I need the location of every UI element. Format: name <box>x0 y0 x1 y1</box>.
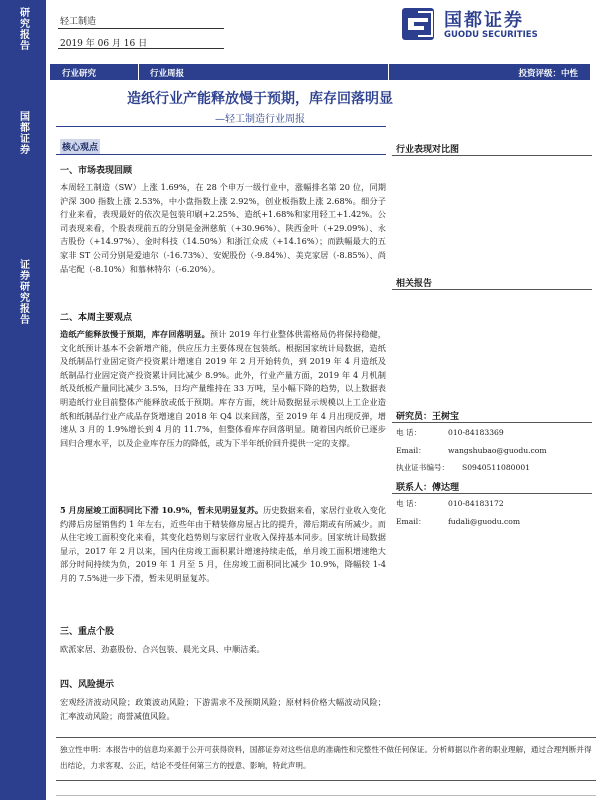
section-body-paper <box>60 328 386 450</box>
researcher-email <box>396 445 547 456</box>
sidebar-label-report: 证券研究报告 <box>17 259 29 325</box>
tag-divider <box>138 64 139 80</box>
company-logo <box>400 6 560 46</box>
housing-lead: 5 月房屋竣工面积同比下滑 10.9%，暂未见明显复苏。 <box>60 505 264 515</box>
email-key: Email： <box>396 517 426 526</box>
sidebar-label-brand: 国都证券 <box>17 111 29 155</box>
header-rule <box>58 48 224 49</box>
chart-title: 行业表现对比图 <box>396 145 460 155</box>
logo-mark-icon <box>400 6 440 42</box>
right-rule <box>392 493 592 494</box>
email-key: Email： <box>396 446 426 455</box>
report-tagbar <box>50 64 590 80</box>
cert-key: 执业证书编号： <box>396 463 450 472</box>
tag-report-type: 行业研究 <box>62 69 97 79</box>
housing-body: 历史数据来看，家居行业收入变化约滞后房屋销售约 1 年左右，近些年由于精装修房屋占比的提升，滞后期或有所减少。而从住宅竣工面积变化来看，其变化趋势则与家居行业收入保持基本同步。国家统计局数据显示，2017 年 2 月以来，国内住房竣工面积累计增速持续走低，单月竣工面积增速绝大部分时间持续为负，2019 年 1 月至 5 月，住房竣工面积同比减少 10.9%，降幅较 1-4 月的 7.5%进一步下滑，暂未见明显复苏。 <box>60 505 386 583</box>
section-body-stocks: 欧派家居、劲嘉股份、合兴包装、晨光文具、中顺洁柔。 <box>60 644 265 654</box>
email-value: fudali@guodu.com <box>448 517 521 526</box>
paper-lead: 造纸产能释放慢于预期，库存回落明显。 <box>60 329 210 339</box>
section-heading-stocks: 三、重点个股 <box>60 627 115 637</box>
email-value: wangshubao@guodu.com <box>448 446 547 455</box>
section-body-housing <box>60 504 386 586</box>
header-rule <box>58 28 224 29</box>
tag-rating: 投资评级：中性 <box>518 69 578 79</box>
cert-value: S0940511080001 <box>462 463 531 472</box>
sidebar-label-research: 研究报告 <box>17 7 29 51</box>
researcher-phone <box>396 427 504 438</box>
section-heading-market: 一、市场表现回顾 <box>60 166 133 176</box>
right-rule <box>392 289 592 290</box>
section-heading-views: 二、本周主要观点 <box>60 313 133 323</box>
core-viewpoint-label: 核心观点 <box>60 139 100 154</box>
logo-name: 国都证券 <box>444 10 524 31</box>
section-heading-risks: 四、风险提示 <box>60 680 115 690</box>
tag-divider <box>388 64 389 80</box>
header-date: 2019 年 06 月 16 日 <box>60 39 148 49</box>
section-body-market: 本周轻工制造（SW）上涨 1.69%，在 28 个申万一级行业中，涨幅排名第 20 位，同期沪深 300 指数上涨 2.53%，中小盘指数上涨 2.92%，创业板指数上涨 2.68%。细分子行业来看，表现最好的依次是包装印刷+2.25%、造纸+1.68%和家用轻工+1.42%。公司表现来看，个股表现前五的分别是金洲慈航（+30.96%）、陕西金叶（+29.09%）、永吉股份（+14.97%）、金时科技（14.50%）和浙江众成（+14.16%）；而跌幅最大的五家非 ST 公司分别是爱迪尔（-16.73%）、安妮股份（-9.84%）、美克家居（-8.85%）、尚品宅配（-8.10%）和慕林特尔（-6.20%）。 <box>60 182 386 274</box>
contact-phone <box>396 498 504 509</box>
report-title: 造纸行业产能释放慢于预期，库存回落明显 <box>127 91 393 107</box>
researcher-label: 研究员：王树宝 <box>396 412 460 422</box>
phone-key: 电 话： <box>396 428 422 437</box>
contact-email <box>396 516 520 527</box>
report-subtitle: —轻工制造行业周报 <box>215 114 305 125</box>
researcher-cert <box>396 462 530 473</box>
right-rule <box>392 155 592 156</box>
footer-rule <box>56 795 596 796</box>
tag-report-kind: 行业周报 <box>150 69 185 79</box>
title-rule <box>56 126 386 127</box>
right-rule <box>392 422 592 423</box>
paper-body: 预计 2019 年行业整体供需格局仍将保持稳健，文化纸预计基本不会新增产能，供应压力主要体现在包装纸。根据国家统计局数据，造纸及纸制品行业固定资产投资累计增速自 2019 年 2 月开始转负，到 2019 年 4 月造纸及纸制品行业固定资产投资累计同比减少 8.9%。此外，行业产量方面，2019 年 4 月机制纸及纸板产量同比减少 3.5%，日均产量维持在 33 万吨，呈小幅下降的趋势，以上数据表明造纸行业目前整体产能释放或低于预期。库存方面，统计局数据显示规模以上工企业造纸和纸制品行业产成品存货增速自 2018 年 Q4 以来回落，至 2019 年 4 月出现反弹，增速从 3 月的 1.9%增长到 4 月的 11.7%，但整体看库存回落明显。随着国内纸价已逐步回归合理水平，以及企业库存压力的降低，或为下半年纸价回升提供一定的支撑。 <box>60 329 386 448</box>
section-rule <box>56 154 386 155</box>
contact-label: 联系人：傅达理 <box>396 483 460 493</box>
logo-english: GUODU SECURITIES <box>444 30 538 40</box>
section-body-risks: 宏观经济波动风险；政策波动风险；下游需求不及预期风险；原材料价格大幅波动风险；汇率波动风险；商誉减值风险。 <box>60 697 386 721</box>
phone-value: 010-84183369 <box>448 428 504 437</box>
related-reports-title: 相关报告 <box>396 279 433 289</box>
phone-value: 010-84183172 <box>448 499 504 508</box>
disclaimer: 独立性申明：本报告中的信息均来源于公开可获得资料，国都证券对这些信息的准确性和完整性不做任何保证。分析师据以作者的职业理解，通过合理判断并得出结论，力求客观、公正，结论不受任何第三方的授意、影响，特此声明。 <box>56 737 596 781</box>
phone-key: 电 话： <box>396 499 422 508</box>
header-industry: 轻工制造 <box>60 17 97 27</box>
